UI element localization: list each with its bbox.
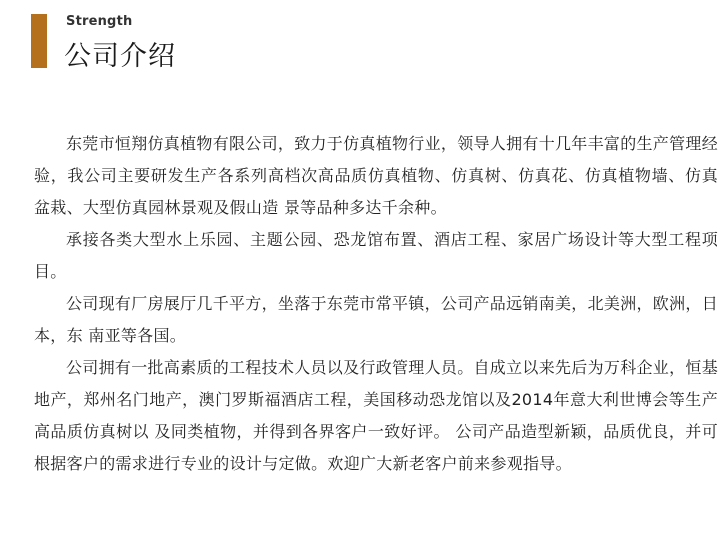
paragraph: 公司拥有一批高素质的工程技术人员以及行政管理人员。自成立以来先后为万科企业，恒基地产，郑州名门地产，澳门罗斯福酒店工程，美国移动恐龙馆以及2014年意大利世博会等生产高品质仿真树以 及同类植物，并得到各界客户一致好评。 公司产品造型新颖，品质优良，并可根据客户的需求进行专业的设计与定做。欢迎广大新老客户前来参观指导。 — [34, 358, 719, 473]
paragraph: 公司现有厂房展厅几千平方，坐落于东莞市常平镇，公司产品远销南美，北美洲，欧洲，日本，东 南亚等各国。 — [34, 294, 719, 345]
paragraph: 承接各类大型水上乐园、主题公园、恐龙馆布置、酒店工程、家居广场设计等大型工程项目。 — [34, 230, 718, 281]
section-header — [31, 14, 431, 72]
accent-bar — [31, 14, 47, 68]
company-intro-text — [34, 128, 718, 480]
section-subtitle: Strength — [66, 14, 133, 29]
section-title: 公司介绍 — [64, 41, 176, 72]
paragraph: 东莞市恒翔仿真植物有限公司，致力于仿真植物行业，领导人拥有十几年丰富的生产管理经验，我公司主要研发生产各系列高档次高品质仿真植物、仿真树、仿真花、仿真植物墙、仿真盆栽、大型仿真园林景观及假山造 景等品种多达千余种。 — [34, 134, 719, 217]
